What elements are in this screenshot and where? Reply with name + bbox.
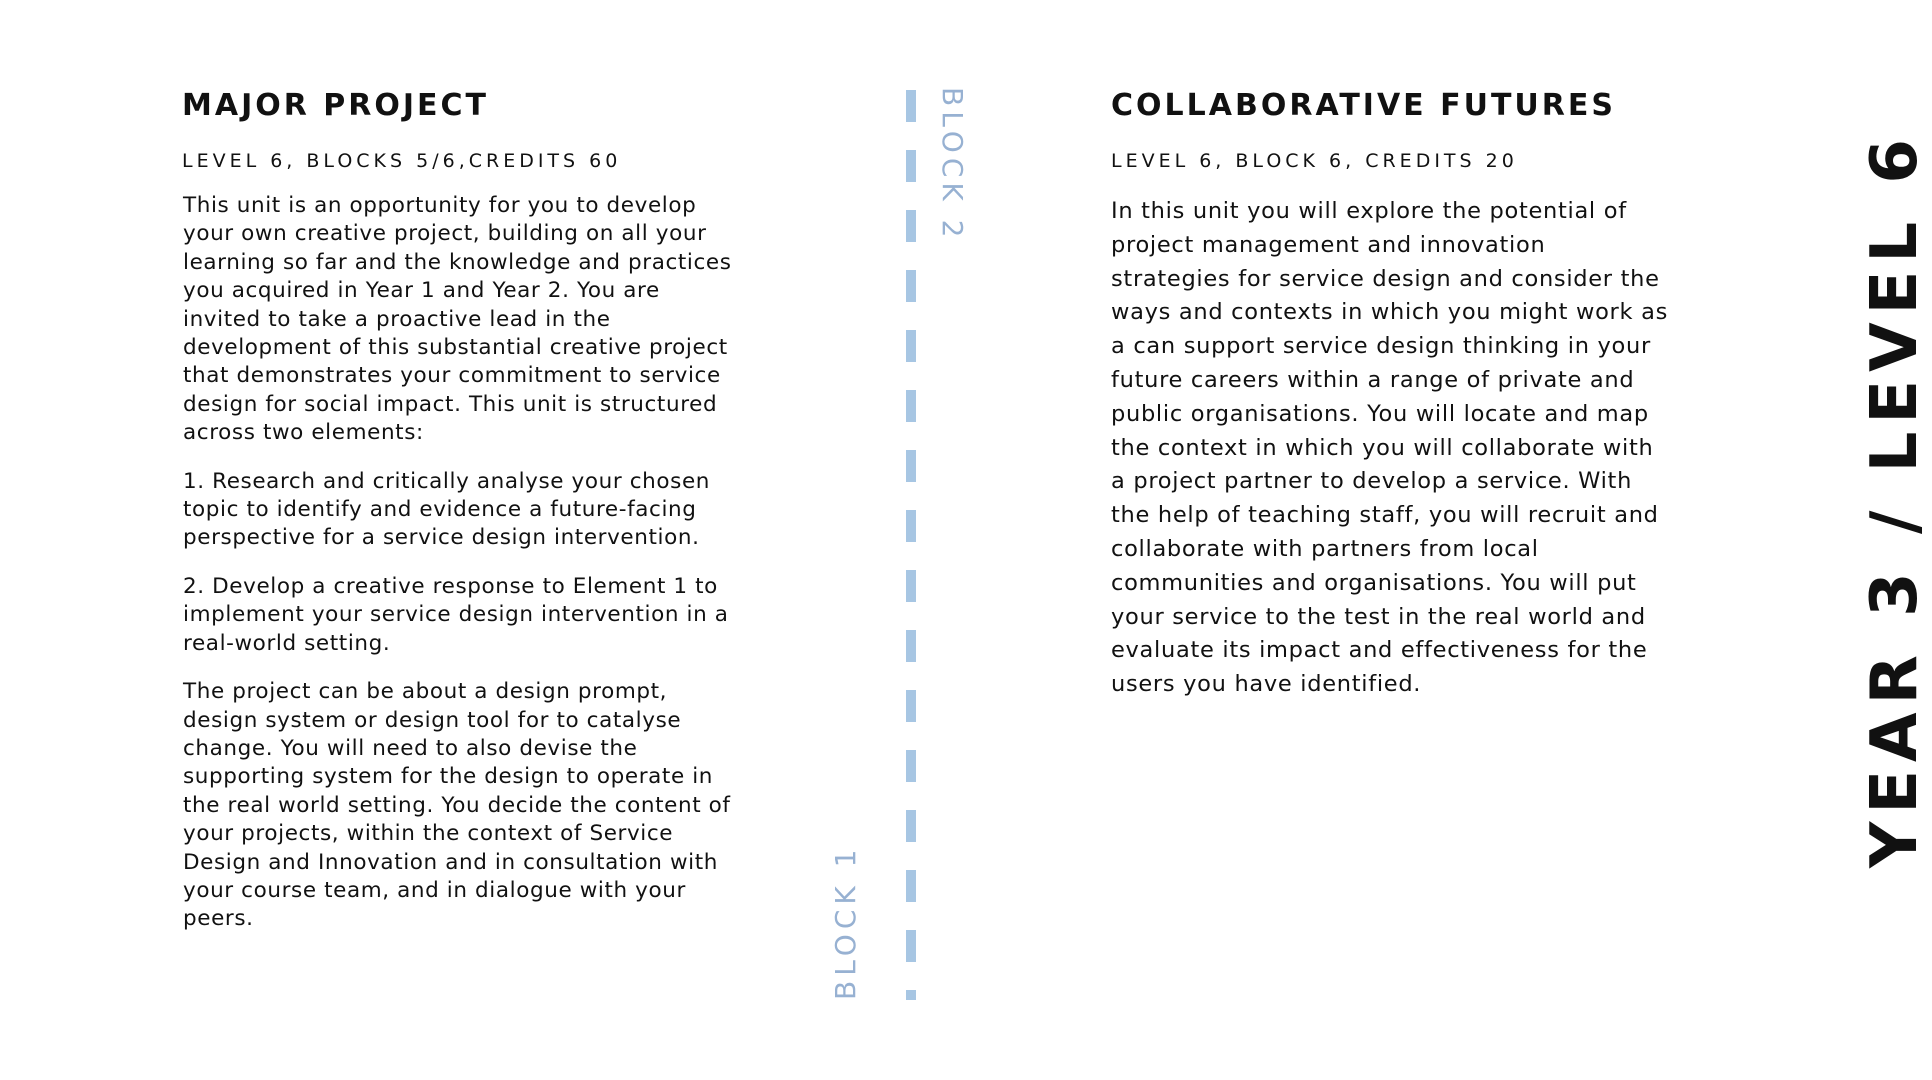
collaborative-futures-paragraph: In this unit you will explore the potential of project management and innovation strategies for service design and consider the ways and contexts in which you might work as a can support service design thinking in your future careers within a range of private and public organisations. You will locate and map the context in which you will collaborate with a project partner to develop a service. With the help of teaching staff, you will recruit and collaborate with partners from local communities and organisations. You will put your service to the test in the real world and evaluate its impact and effectiveness for the users you have identified. <box>1111 198 1668 698</box>
major-project-element-2: 2. Develop a creative response to Element 1 to implement your service design intervention in a real-world setting. <box>183 573 729 656</box>
collaborative-futures-description <box>1111 195 1671 702</box>
major-project-paragraph: This unit is an opportunity for you to develop your own creative project, building on all your learning so far and the knowledge and practices you acquired in Year 1 and Year 2. You are invited to take a proactive lead in the development of this substantial creative project that demonstrates your commitment to service design for social impact. This unit is structured across two elements: <box>183 193 732 446</box>
major-project-title: MAJOR PROJECT <box>182 88 490 123</box>
collaborative-futures-meta: LEVEL 6, BLOCK 6, CREDITS 20 <box>1111 150 1518 172</box>
major-project-paragraph: The project can be about a design prompt, design system or design tool for to catalyse change. You will need to also devise the supporting system for the design to operate in the real world setting. You decide the content of your projects, within the context of Service Design and Innovation and in consultation with your course team, and in dialogue with your peers. <box>183 679 731 932</box>
major-project-element-1: 1. Research and critically analyse your chosen topic to identify and evidence a future-facing perspective for a service design intervention. <box>183 468 710 551</box>
block-1-label: BLOCK 1 <box>829 844 862 1000</box>
timeline-dashed-line <box>906 90 916 1000</box>
major-project-description <box>183 192 743 954</box>
collaborative-futures-title: COLLABORATIVE FUTURES <box>1111 88 1616 123</box>
major-project-meta: LEVEL 6, BLOCKS 5/6,CREDITS 60 <box>182 150 622 172</box>
block-2-label: BLOCK 2 <box>936 87 969 243</box>
year-level-heading: YEAR 3 / LEVEL 6 <box>1858 131 1932 868</box>
